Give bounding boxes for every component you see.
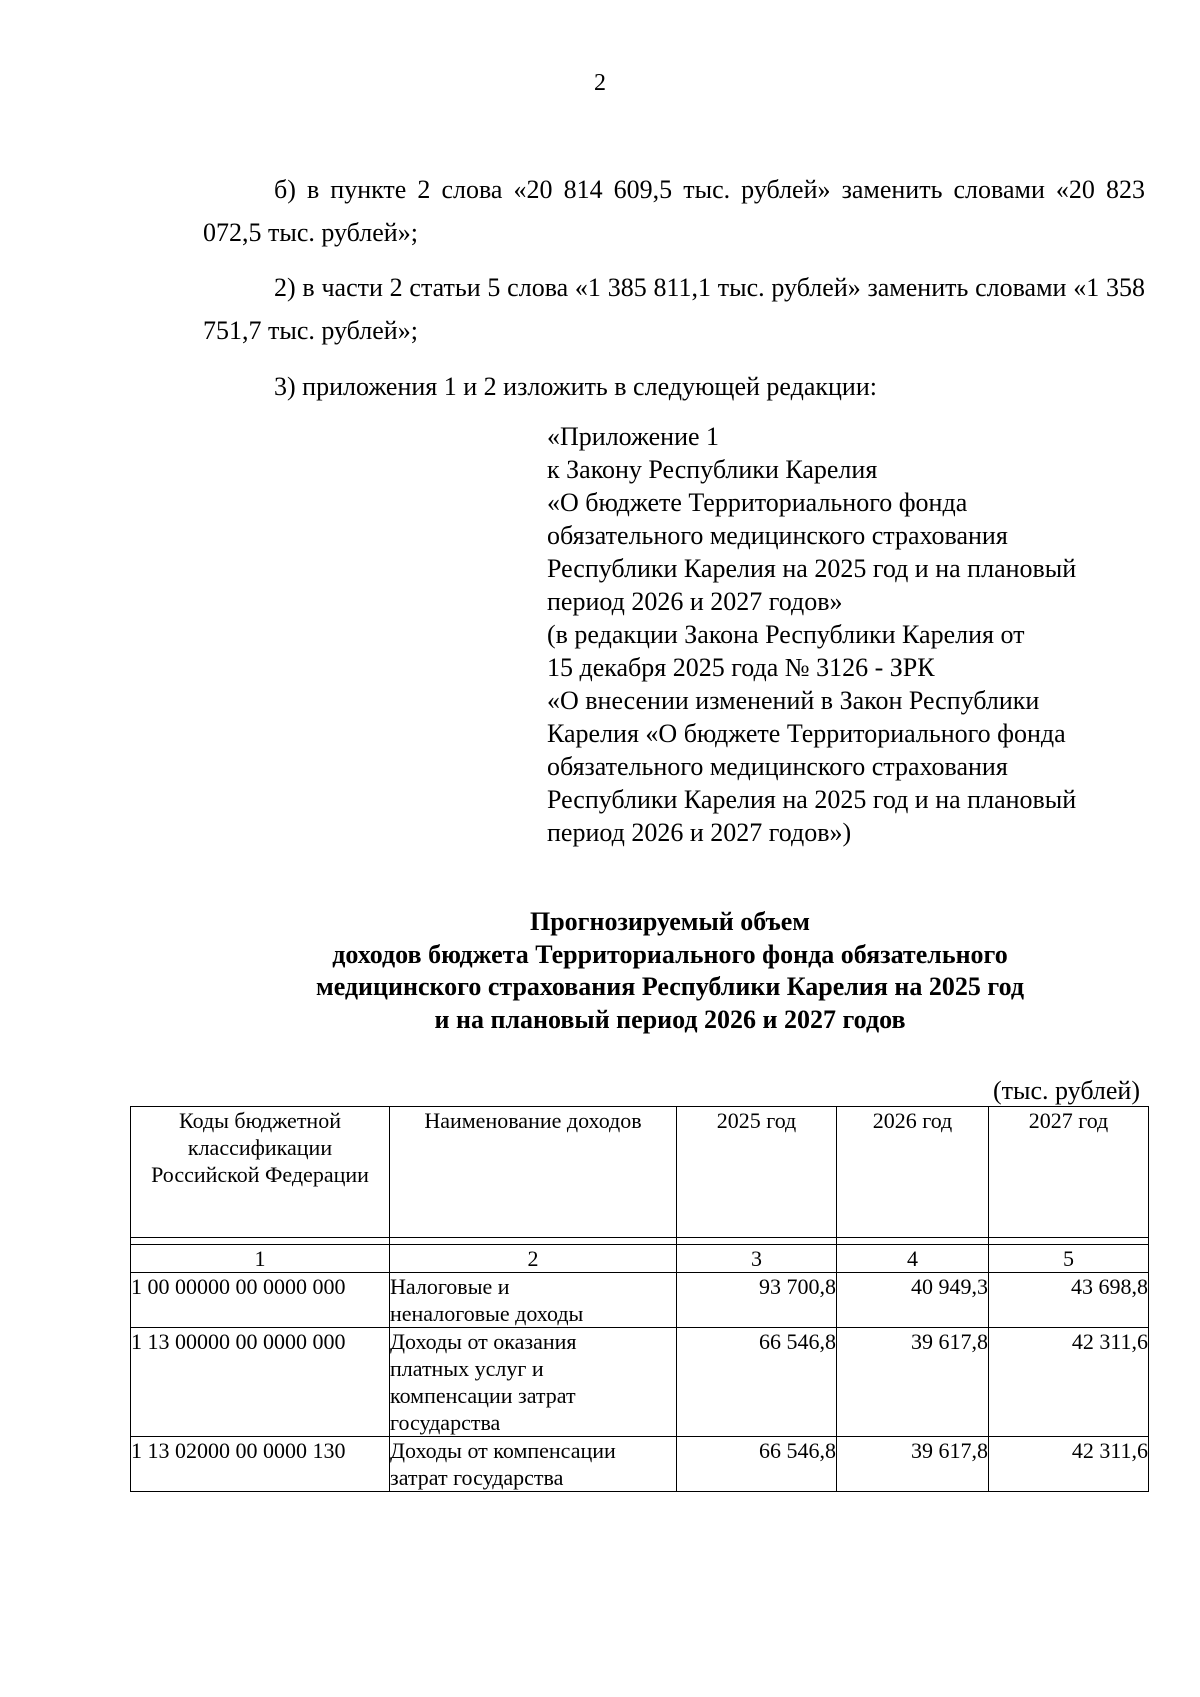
- gap-cell: [677, 1238, 837, 1245]
- row-value-2025: 93 700,8: [677, 1273, 837, 1328]
- row-name: [390, 1328, 677, 1437]
- appendix-line: 15 декабря 2025 года № 3126 - ЗРК: [547, 653, 935, 682]
- page-number: 2: [594, 70, 606, 96]
- paragraph-text: 3) приложения 1 и 2 изложить в следующей редакции:: [274, 372, 877, 401]
- appendix-line: период 2026 и 2027 годов»: [547, 587, 843, 616]
- row-name-line: затрат государства: [390, 1465, 564, 1490]
- table-row: [131, 1273, 1149, 1328]
- row-value-2026: 39 617,8: [837, 1328, 989, 1437]
- column-number: 3: [677, 1245, 837, 1273]
- appendix-heading: [547, 420, 1167, 849]
- row-name-line: государства: [390, 1410, 501, 1435]
- gap-cell: [989, 1238, 1149, 1245]
- appendix-line: обязательного медицинского страхования: [547, 752, 1008, 781]
- appendix-line: (в редакции Закона Республики Карелия от: [547, 620, 1025, 649]
- row-code: 1 13 00000 00 0000 000: [131, 1328, 390, 1437]
- row-value-2026: 39 617,8: [837, 1437, 989, 1492]
- header-codes-line: классификации: [187, 1135, 333, 1160]
- row-name-line: Доходы от компенсации: [390, 1438, 616, 1463]
- row-name-line: платных услуг и: [390, 1356, 544, 1381]
- gap-cell: [131, 1238, 390, 1245]
- table-title-line: медицинского страхования Республики Карелия на 2025 год: [316, 972, 1024, 1001]
- row-name-line: Доходы от оказания: [390, 1329, 577, 1354]
- appendix-line: Республики Карелия на 2025 год и на плановый: [547, 554, 1077, 583]
- row-value-2026: 40 949,3: [837, 1273, 989, 1328]
- paragraph-text: 2) в части 2 статьи 5 слова «1 385 811,1 тыс. рублей» заменить словами «1 358 751,7 тыс. рублей»;: [203, 273, 1145, 345]
- gap-cell: [837, 1238, 989, 1245]
- column-number: 2: [390, 1245, 677, 1273]
- table-title-line: доходов бюджета Территориального фонда обязательного: [332, 939, 1008, 969]
- units-label: (тыс. рублей): [992, 1076, 1140, 1105]
- appendix-line: «О внесении изменений в Закон Республики: [547, 686, 1040, 715]
- paragraph-text: б) в пункте 2 слова «20 814 609,5 тыс. рублей» заменить словами «20 823 072,5 тыс. рублей»;: [203, 175, 1145, 247]
- column-number: 5: [989, 1245, 1149, 1273]
- column-number: 1: [131, 1245, 390, 1273]
- header-codes-line: Российской Федерации: [151, 1162, 369, 1187]
- appendix-line: Республики Карелия на 2025 год и на плановый: [547, 785, 1077, 814]
- row-name-line: неналоговые доходы: [390, 1301, 584, 1326]
- row-value-2025: 66 546,8: [677, 1328, 837, 1437]
- income-table: [130, 1106, 1149, 1492]
- table-title-line: и на плановый период 2026 и 2027 годов: [434, 1004, 906, 1034]
- row-name: [390, 1437, 677, 1492]
- paragraph-b: [203, 168, 1145, 254]
- column-number-row: [131, 1245, 1149, 1273]
- appendix-line: к Закону Республики Карелия: [547, 455, 878, 484]
- table-row: [131, 1328, 1149, 1437]
- row-value-2027: 42 311,6: [989, 1437, 1149, 1492]
- paragraph-3: [203, 365, 1145, 408]
- header-2027: 2027 год: [989, 1107, 1149, 1238]
- column-number: 4: [837, 1245, 989, 1273]
- appendix-line: «О бюджете Территориального фонда: [547, 488, 968, 517]
- appendix-line: период 2026 и 2027 годов»): [547, 818, 852, 847]
- header-name: Наименование доходов: [390, 1107, 677, 1238]
- header-gap: [131, 1238, 1149, 1245]
- header-codes-line: Коды бюджетной: [179, 1108, 341, 1133]
- table-header-row: [131, 1107, 1149, 1238]
- row-value-2025: 66 546,8: [677, 1437, 837, 1492]
- table-title: [120, 906, 1200, 1036]
- appendix-line: «Приложение 1: [547, 422, 720, 451]
- gap-cell: [390, 1238, 677, 1245]
- table-row: [131, 1437, 1149, 1492]
- row-code: 1 00 00000 00 0000 000: [131, 1273, 390, 1328]
- table-title-line: Прогнозируемый объем: [529, 907, 810, 936]
- header-2026: 2026 год: [837, 1107, 989, 1238]
- row-name: [390, 1273, 677, 1328]
- row-code: 1 13 02000 00 0000 130: [131, 1437, 390, 1492]
- row-name-line: компенсации затрат: [390, 1383, 576, 1408]
- header-2025: 2025 год: [677, 1107, 837, 1238]
- row-name-line: Налоговые и: [390, 1274, 510, 1299]
- row-value-2027: 42 311,6: [989, 1328, 1149, 1437]
- header-codes: [131, 1107, 390, 1238]
- paragraph-2: [203, 266, 1145, 352]
- appendix-line: обязательного медицинского страхования: [547, 521, 1008, 550]
- appendix-line: Карелия «О бюджете Территориального фонда: [547, 719, 1066, 748]
- row-value-2027: 43 698,8: [989, 1273, 1149, 1328]
